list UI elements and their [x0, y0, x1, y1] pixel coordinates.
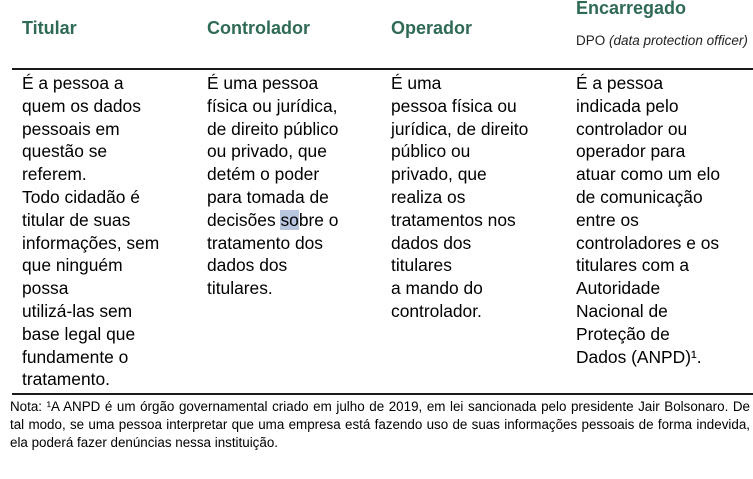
- header-operador: Operador: [391, 18, 473, 38]
- dpo-expansion: (data protection officer): [609, 33, 748, 48]
- text-selection-highlight: so: [280, 209, 299, 230]
- controlador-text-end: bre o tratamento dos dados dos titulares.: [207, 209, 339, 299]
- cell-titular: É a pessoa a quem os dados pessoais em questão se referem. Todo cidadão é titular de suas informações, sem que ninguém possa utilizá-las sem base legal que fundamente o tratamento.: [22, 73, 160, 390]
- footnote: Nota: ¹A ANPD é um órgão governamental criado em julho de 2019, em lei sancionada pelo presidente Jair Bolsonaro. De tal modo, se uma pessoa interpretar que uma empresa está fazendo uso de suas informações pessoais de forma indevida, ela poderá fazer denúncias nessa instituição.: [10, 399, 750, 450]
- cell-operador: É uma pessoa física ou jurídica, de direito público ou privado, que realiza os tratamentos nos dados dos titulares a mando do controlador.: [391, 73, 529, 321]
- header-controlador: Controlador: [207, 18, 310, 38]
- table-header: [0, 0, 753, 68]
- controlador-text-start: É uma pessoa física ou jurídica, de direito público ou privado, que detém o poder para tomada de decisões: [207, 73, 339, 230]
- cell-encarregado: É a pessoa indicada pelo controlador ou operador para atuar como um elo de comunicação entre os controladores e os titulares com a Autoridade Nacional de Proteção de Dados (ANPD)¹.: [576, 73, 721, 367]
- header-encarregado-subtitle: [576, 33, 752, 49]
- table-bottom-divider: [12, 393, 753, 395]
- header-titular: Titular: [22, 18, 77, 38]
- dpo-label: DPO: [576, 33, 610, 48]
- cell-controlador: [207, 72, 387, 300]
- header-divider: [12, 68, 753, 70]
- header-encarregado: Encarregado: [576, 0, 687, 18]
